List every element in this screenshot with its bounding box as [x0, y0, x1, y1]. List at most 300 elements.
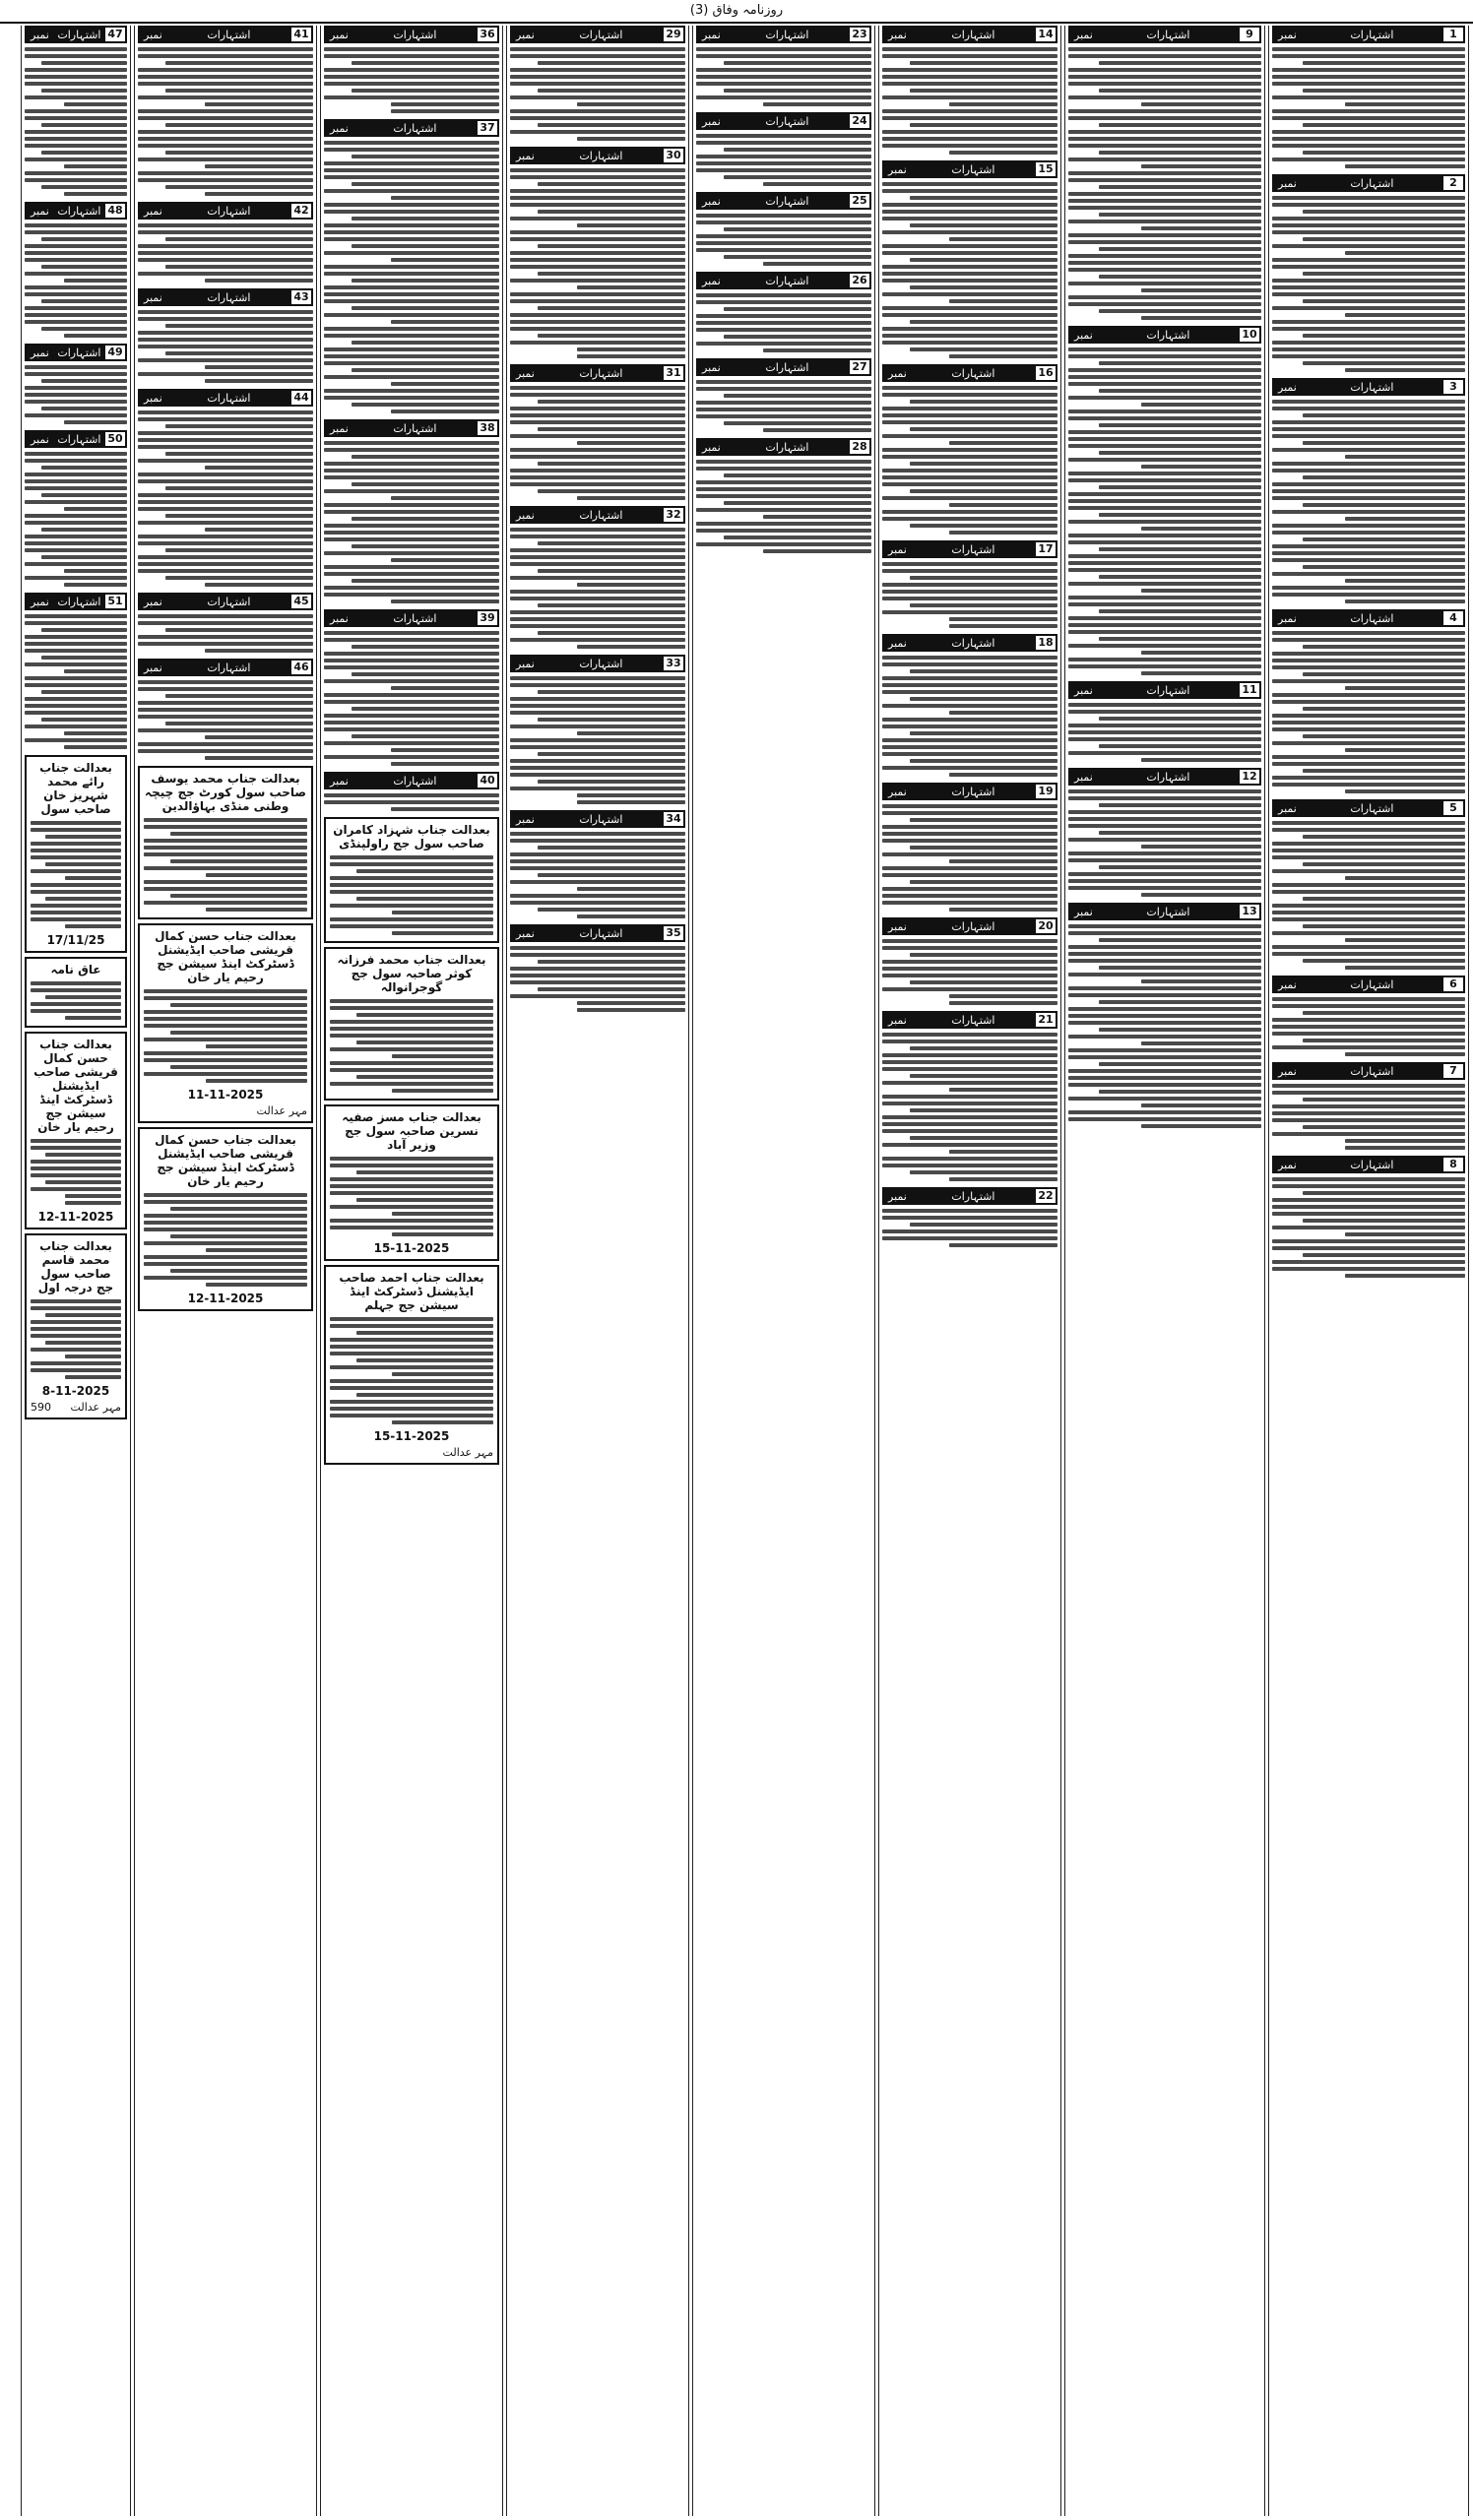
text-line [41, 151, 127, 155]
text-line [330, 917, 493, 921]
text-line [31, 1306, 121, 1310]
text-line [882, 825, 1057, 829]
ad-block [696, 112, 871, 188]
text-line [1272, 721, 1465, 724]
text-line [138, 251, 313, 255]
text-line [1068, 554, 1261, 558]
text-line [138, 680, 313, 684]
text-line [352, 672, 499, 676]
notice-title: بعدالت جناب شہزاد کامران صاحب سول جج راولپنڈی [333, 823, 490, 850]
text-line [910, 196, 1057, 200]
text-line [1272, 1084, 1465, 1088]
ad-block [510, 506, 685, 651]
text-line [324, 223, 499, 227]
text-line [510, 832, 685, 836]
text-line [65, 1016, 121, 1020]
text-line [138, 459, 313, 463]
text-line [138, 144, 313, 148]
text-line [31, 828, 121, 832]
text-lines [510, 45, 685, 143]
text-line [1272, 890, 1465, 894]
ad-header-bar [882, 634, 1057, 652]
text-line [1068, 130, 1261, 134]
text-line [882, 230, 1057, 234]
text-line [577, 793, 685, 797]
text-line [882, 47, 1057, 51]
ad-label: اشتہارات [393, 421, 437, 435]
ad-label: اشتہارات [579, 657, 623, 670]
text-line [696, 248, 871, 252]
text-line [910, 427, 1057, 431]
text-line [25, 223, 127, 227]
text-line [138, 728, 313, 732]
text-line [1068, 872, 1261, 876]
text-line [41, 528, 127, 532]
text-line [1272, 1004, 1465, 1008]
text-lines [1068, 701, 1261, 764]
text-line [31, 890, 121, 894]
text-line [510, 299, 685, 303]
text-line [1068, 623, 1261, 627]
ad-block [324, 609, 499, 768]
text-line [1068, 879, 1261, 883]
ad-header-bar [25, 202, 127, 220]
ad-tag: نمبر [31, 432, 49, 446]
ad-header-bar [510, 655, 685, 672]
text-line [324, 793, 499, 797]
text-line [45, 862, 121, 866]
text-line [1272, 203, 1465, 207]
text-line [356, 1198, 493, 1202]
text-line [538, 690, 685, 694]
text-line [330, 1205, 493, 1209]
text-line [882, 960, 1057, 964]
ad-label: اشتہارات [207, 391, 251, 405]
text-line [324, 210, 499, 214]
text-line [391, 686, 499, 690]
text-line [1099, 513, 1261, 517]
text-line [138, 272, 313, 276]
text-line [31, 1187, 121, 1191]
ad-tag: نمبر [1278, 977, 1297, 991]
text-line [882, 839, 1057, 843]
text-line [696, 342, 871, 346]
text-line [324, 572, 499, 576]
text-line [1068, 602, 1261, 606]
text-line [138, 742, 313, 746]
text-line [1272, 434, 1465, 438]
text-line [1272, 952, 1465, 956]
text-line [882, 1122, 1057, 1126]
text-line [330, 1407, 493, 1411]
text-line [31, 911, 121, 914]
text-line [138, 54, 313, 58]
text-line [324, 665, 499, 669]
ad-number: 45 [289, 593, 313, 610]
text-line [64, 102, 127, 106]
text-line [882, 448, 1057, 452]
text-line [324, 721, 499, 724]
text-line [324, 327, 499, 331]
ad-tag: نمبر [330, 121, 349, 135]
text-line [910, 524, 1057, 528]
notice-footer [144, 1104, 307, 1117]
text-line [882, 109, 1057, 113]
ad-label: اشتہارات [765, 274, 809, 287]
text-line [510, 994, 685, 998]
text-lines [510, 944, 685, 1014]
text-line [1272, 448, 1465, 452]
text-line [1068, 540, 1261, 544]
text-line [882, 413, 1057, 417]
text-line [696, 408, 871, 411]
text-line [31, 821, 121, 825]
text-line [1272, 727, 1465, 731]
text-line [949, 859, 1057, 863]
ad-header-bar [696, 26, 871, 43]
text-line [65, 876, 121, 880]
text-line [577, 731, 685, 735]
text-lines [1068, 346, 1261, 677]
text-line [510, 82, 685, 86]
text-line [1068, 1021, 1261, 1025]
text-line [1345, 102, 1465, 106]
notice-title: بعدالت جناب حسن کمال قریشی صاحب ایڈیشنل ڈسٹرکٹ اینڈ سیشن جج رحیم یار خان [155, 1133, 296, 1188]
text-line [1303, 503, 1465, 507]
text-line [138, 230, 313, 234]
text-lines [696, 458, 871, 555]
text-line [330, 1006, 493, 1010]
text-line [205, 583, 313, 587]
text-line [1272, 341, 1465, 345]
ad-number: 14 [1034, 26, 1057, 43]
text-line [1068, 437, 1261, 441]
text-line [324, 531, 499, 535]
text-line [1272, 95, 1465, 99]
text-line [882, 946, 1057, 950]
text-line [138, 178, 313, 182]
text-line [41, 493, 127, 497]
text-line [510, 901, 685, 905]
text-line [64, 569, 127, 573]
text-line [138, 621, 313, 625]
text-line [882, 75, 1057, 79]
text-line [910, 462, 1057, 466]
text-line [1303, 272, 1465, 276]
text-line [205, 102, 313, 106]
text-line [510, 724, 685, 728]
text-line [356, 1075, 493, 1079]
ad-label: اشتہارات [57, 432, 101, 446]
ad-label: اشتہارات [1350, 380, 1394, 394]
text-line [206, 873, 307, 877]
text-line [882, 510, 1057, 514]
text-line [577, 887, 685, 891]
ad-tag: نمبر [144, 595, 162, 608]
text-line [330, 1400, 493, 1404]
text-line [510, 265, 685, 269]
text-line [31, 1166, 121, 1170]
text-line [696, 293, 871, 297]
text-line [25, 320, 127, 324]
text-line [324, 189, 499, 193]
text-line [882, 597, 1057, 600]
text-line [763, 428, 871, 432]
text-line [25, 251, 127, 255]
ad-number: 36 [476, 26, 499, 43]
text-lines [324, 45, 499, 115]
text-line [324, 389, 499, 393]
text-line [165, 576, 313, 580]
text-line [910, 285, 1057, 289]
text-line [1272, 652, 1465, 656]
text-line [324, 148, 499, 152]
text-line [910, 669, 1057, 673]
text-line [138, 535, 313, 538]
ad-label: اشتہارات [57, 346, 101, 359]
ad-block [1272, 174, 1465, 374]
text-line [882, 244, 1057, 248]
text-line [882, 251, 1057, 255]
text-line [1068, 75, 1261, 79]
text-line [910, 1074, 1057, 1078]
text-line [1303, 237, 1465, 241]
text-line [138, 438, 313, 442]
text-line [324, 503, 499, 507]
text-line [1068, 354, 1261, 358]
text-line [1068, 796, 1261, 800]
text-line [696, 234, 871, 238]
text-line [25, 285, 127, 289]
ad-tag: نمبر [516, 508, 535, 522]
ad-tag: نمبر [888, 542, 907, 556]
ad-label: اشتہارات [951, 1189, 995, 1203]
ad-label: اشتہارات [1146, 905, 1190, 918]
text-line [352, 707, 499, 711]
ad-header-bar [324, 26, 499, 43]
text-line [205, 528, 313, 532]
text-line [510, 203, 685, 207]
text-line [1272, 783, 1465, 787]
text-line [25, 662, 127, 666]
ad-number: 6 [1441, 976, 1465, 993]
text-line [165, 237, 313, 241]
text-lines [1272, 1175, 1465, 1280]
text-line [1272, 482, 1465, 486]
text-line [1303, 361, 1465, 365]
text-line [25, 47, 127, 51]
text-line [1303, 1219, 1465, 1223]
text-line [882, 386, 1057, 390]
text-line [1068, 382, 1261, 386]
text-line [1068, 302, 1261, 306]
text-line [1068, 1110, 1261, 1114]
text-line [144, 989, 307, 993]
text-line [1272, 714, 1465, 718]
text-line [510, 787, 685, 790]
text-line [1272, 496, 1465, 500]
text-line [330, 890, 493, 894]
page-label: روزنامہ وفاق (3) [689, 3, 784, 18]
text-line [538, 334, 685, 338]
text-line [696, 314, 871, 318]
text-line [696, 141, 871, 145]
text-line [1099, 485, 1261, 489]
text-line [510, 230, 685, 234]
text-line [356, 1358, 493, 1362]
text-line [1068, 596, 1261, 599]
text-lines [1272, 819, 1465, 972]
text-lines [330, 1155, 493, 1238]
text-line [144, 1010, 307, 1014]
text-line [138, 410, 313, 414]
text-line [144, 839, 307, 843]
text-line [882, 676, 1057, 680]
text-line [324, 82, 499, 86]
text-line [352, 517, 499, 521]
text-line [910, 846, 1057, 850]
text-line [696, 168, 871, 172]
text-line [910, 697, 1057, 701]
text-line [882, 1102, 1057, 1105]
text-line [538, 61, 685, 65]
text-line [1272, 1032, 1465, 1036]
text-line [1099, 1028, 1261, 1032]
text-line [1272, 842, 1465, 846]
text-line [577, 800, 685, 804]
ad-tag: نمبر [888, 366, 907, 380]
text-line [170, 1003, 307, 1007]
text-line [882, 130, 1057, 134]
text-line [31, 1299, 121, 1303]
text-line [1272, 47, 1465, 51]
ad-number: 33 [662, 655, 685, 672]
text-line [510, 528, 685, 532]
ad-number: 7 [1441, 1062, 1465, 1080]
text-line [324, 168, 499, 172]
text-line [1099, 123, 1261, 127]
column-2 [1064, 26, 1265, 2516]
text-line [538, 272, 685, 276]
text-line [41, 237, 127, 241]
text-line [910, 1170, 1057, 1174]
text-line [330, 904, 493, 908]
court-notice [25, 1233, 127, 1419]
text-line [64, 334, 127, 338]
text-line [392, 1232, 493, 1236]
ad-block [1272, 1062, 1465, 1152]
text-line [25, 75, 127, 79]
text-line [1303, 897, 1465, 901]
text-lines [882, 937, 1057, 1007]
text-lines [138, 221, 313, 284]
text-line [391, 382, 499, 386]
text-line [1272, 510, 1465, 514]
text-line [910, 489, 1057, 493]
text-line [910, 731, 1057, 735]
text-line [538, 987, 685, 991]
text-line [25, 576, 127, 580]
text-line [165, 722, 313, 725]
text-lines [510, 384, 685, 502]
text-line [1272, 244, 1465, 248]
text-line [763, 262, 871, 266]
text-line [1272, 665, 1465, 669]
ad-header-bar [882, 783, 1057, 800]
text-line [31, 1368, 121, 1372]
ad-header-bar [1068, 326, 1261, 344]
text-line [324, 141, 499, 145]
ad-block [324, 119, 499, 415]
text-line [510, 251, 685, 255]
text-line [1099, 637, 1261, 641]
text-line [1141, 1041, 1261, 1045]
text-line [324, 593, 499, 597]
ad-block [696, 272, 871, 354]
text-line [144, 1228, 307, 1231]
text-line [1068, 199, 1261, 203]
text-line [25, 413, 127, 417]
text-line [882, 82, 1057, 86]
ad-block [882, 1187, 1057, 1249]
text-line [1272, 762, 1465, 766]
text-line [31, 1361, 121, 1365]
text-line [1272, 158, 1465, 161]
text-line [882, 738, 1057, 742]
text-line [352, 182, 499, 186]
text-lines [882, 654, 1057, 779]
text-line [1272, 1239, 1465, 1243]
ad-header-bar [25, 593, 127, 610]
text-line [1272, 54, 1465, 58]
column-5 [506, 26, 689, 2516]
text-line [510, 68, 685, 72]
text-line [1068, 817, 1261, 821]
text-line [330, 1164, 493, 1167]
text-line [352, 155, 499, 158]
text-line [1141, 102, 1261, 106]
text-line [330, 1338, 493, 1342]
text-line [138, 331, 313, 335]
text-line [696, 508, 871, 512]
text-line [510, 839, 685, 843]
ad-label: اشتہارات [1146, 683, 1190, 697]
text-line [1068, 534, 1261, 537]
text-line [330, 1352, 493, 1355]
text-line [910, 603, 1057, 607]
ad-number: 47 [103, 26, 127, 43]
text-line [763, 102, 871, 106]
text-line [882, 203, 1057, 207]
text-line [205, 649, 313, 653]
text-line [165, 151, 313, 155]
text-line [1303, 1098, 1465, 1102]
text-line [1272, 292, 1465, 296]
text-line [510, 535, 685, 538]
text-line [41, 555, 127, 559]
ad-label: اشتہارات [1146, 328, 1190, 342]
text-line [1068, 1055, 1261, 1059]
column-8 [21, 26, 131, 2516]
ad-number: 42 [289, 202, 313, 220]
text-line [165, 123, 313, 127]
ad-block [882, 634, 1057, 779]
text-line [910, 953, 1057, 957]
ad-label: اشتہارات [1350, 977, 1394, 991]
text-line [882, 482, 1057, 486]
text-line [1345, 966, 1465, 970]
text-line [538, 123, 685, 127]
